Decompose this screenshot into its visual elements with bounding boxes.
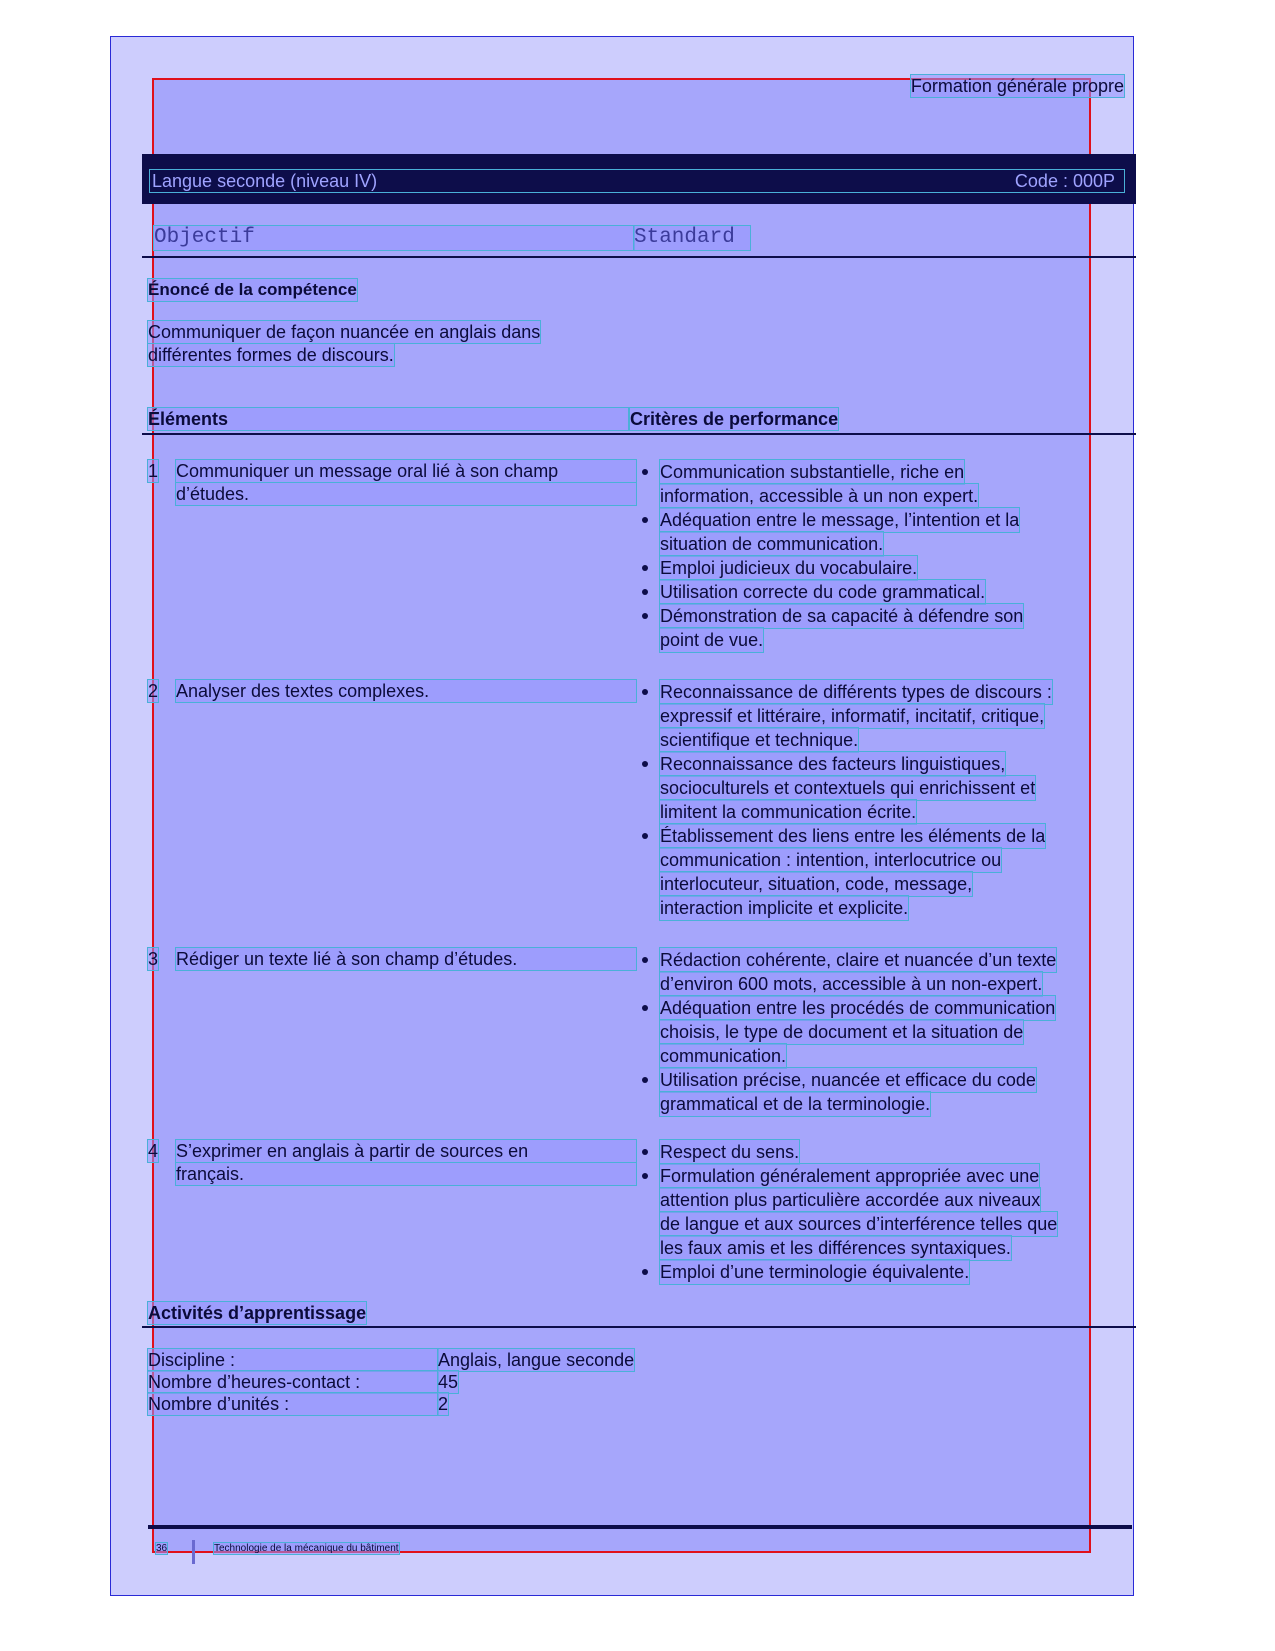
element-number: 1 bbox=[148, 461, 159, 481]
criterion-bullet bbox=[642, 689, 648, 695]
criterion-bullet bbox=[642, 613, 648, 619]
criterion-line: attention plus particulière accordée aux niveaux bbox=[660, 1190, 1041, 1210]
element-number: 4 bbox=[148, 1141, 159, 1161]
criterion-bullet bbox=[642, 1077, 648, 1083]
criterion-line: socioculturels et contextuels qui enrichissent et bbox=[660, 778, 1036, 798]
criterion-line: information, accessible à un non expert. bbox=[660, 486, 979, 506]
criterion-line: Reconnaissance de différents types de discours : bbox=[660, 682, 1052, 702]
criterion-line: Utilisation précise, nuancée et efficace du code bbox=[660, 1070, 1036, 1090]
criterion-bullet bbox=[642, 517, 648, 523]
criterion-line: interaction implicite et explicite. bbox=[660, 898, 909, 918]
units-label: Nombre d’unités : bbox=[148, 1393, 438, 1415]
criterion-bullet bbox=[642, 1149, 648, 1155]
criterion-bullet bbox=[642, 1269, 648, 1275]
criterion-line: Reconnaissance des facteurs linguistiques, bbox=[660, 754, 1006, 774]
course-title: Langue seconde (niveau IV) bbox=[152, 171, 378, 191]
criterion-bullet bbox=[642, 589, 648, 595]
competence-heading: Énoncé de la compétence bbox=[148, 280, 357, 299]
criterion-line: limitent la communication écrite. bbox=[660, 802, 917, 822]
element-text-line: S’exprimer en anglais à partir de sources en bbox=[176, 1140, 636, 1162]
criterion-line: Emploi d’une terminologie équivalente. bbox=[660, 1262, 970, 1282]
activities-heading: Activités d’apprentissage bbox=[148, 1303, 367, 1323]
footer-page-number: 36 bbox=[156, 1543, 168, 1554]
course-code: Code : 000P bbox=[1014, 171, 1115, 191]
criterion-line: Respect du sens. bbox=[660, 1142, 800, 1162]
criterion-bullet bbox=[642, 833, 648, 839]
criterion-line: de langue et aux sources d’interférence telles que bbox=[660, 1214, 1058, 1234]
column-heading-standard: Standard bbox=[634, 226, 750, 250]
criterion-line: communication. bbox=[660, 1046, 787, 1066]
hours-value: 45 bbox=[438, 1372, 459, 1392]
criterion-bullet bbox=[642, 957, 648, 963]
criterion-bullet bbox=[642, 761, 648, 767]
criterion-line: d’environ 600 mots, accessible à un non-expert. bbox=[660, 974, 1043, 994]
criterion-line: Formulation généralement appropriée avec une bbox=[660, 1166, 1040, 1186]
competence-line-1: Communiquer de façon nuancée en anglais dans bbox=[148, 322, 541, 342]
criterion-line: Adéquation entre le message, l’intention et la bbox=[660, 510, 1020, 530]
divider-top bbox=[142, 256, 1136, 258]
criterion-line: Communication substantielle, riche en bbox=[660, 462, 965, 482]
footer-rule bbox=[148, 1525, 1132, 1529]
criterion-line: Adéquation entre les procédés de communication bbox=[660, 998, 1056, 1018]
criterion-bullet bbox=[642, 565, 648, 571]
element-number: 3 bbox=[148, 949, 159, 969]
criterion-line: Emploi judicieux du vocabulaire. bbox=[660, 558, 918, 578]
element-number: 2 bbox=[148, 681, 159, 701]
competence-line-2: différentes formes de discours. bbox=[148, 345, 394, 365]
criterion-line: choisis, le type de document et la situation de bbox=[660, 1022, 1024, 1042]
units-value: 2 bbox=[438, 1394, 449, 1414]
element-text-line: Communiquer un message oral lié à son champ bbox=[176, 460, 636, 482]
hours-label: Nombre d’heures-contact : bbox=[148, 1371, 438, 1393]
criteria-heading: Critères de performance bbox=[630, 409, 839, 429]
element-text-line: français. bbox=[176, 1163, 636, 1185]
criterion-line: communication : intention, interlocutrice ou bbox=[660, 850, 1002, 870]
program-label: Formation générale propre bbox=[910, 76, 1124, 96]
footer-title: Technologie de la mécanique du bâtiment bbox=[214, 1543, 399, 1554]
elements-heading: Éléments bbox=[148, 408, 628, 430]
element-text-line: Analyser des textes complexes. bbox=[176, 680, 636, 702]
discipline-label: Discipline : bbox=[148, 1349, 438, 1371]
divider-activities bbox=[142, 1326, 1136, 1328]
criterion-line: Utilisation correcte du code grammatical. bbox=[660, 582, 986, 602]
criterion-bullet bbox=[642, 1173, 648, 1179]
criterion-bullet bbox=[642, 469, 648, 475]
criterion-bullet bbox=[642, 1005, 648, 1011]
criterion-line: scientifique et technique. bbox=[660, 730, 859, 750]
column-heading-objectif: Objectif bbox=[154, 226, 634, 250]
criterion-line: Démonstration de sa capacité à défendre son bbox=[660, 606, 1024, 626]
criterion-line: les faux amis et les différences syntaxiques. bbox=[660, 1238, 1011, 1258]
discipline-value: Anglais, langue seconde bbox=[438, 1350, 635, 1370]
criterion-line: Rédaction cohérente, claire et nuancée d’un texte bbox=[660, 950, 1057, 970]
criterion-line: point de vue. bbox=[660, 630, 764, 650]
criterion-line: Établissement des liens entre les éléments de la bbox=[660, 826, 1046, 846]
criterion-line: expressif et littéraire, informatif, incitatif, critique, bbox=[660, 706, 1045, 726]
criterion-line: grammatical et de la terminologie. bbox=[660, 1094, 931, 1114]
divider-elements bbox=[142, 433, 1136, 435]
criterion-line: situation de communication. bbox=[660, 534, 884, 554]
element-text-line: Rédiger un texte lié à son champ d’études. bbox=[176, 948, 636, 970]
criterion-line: interlocuteur, situation, code, message, bbox=[660, 874, 973, 894]
footer-separator bbox=[192, 1540, 195, 1564]
element-text-line: d’études. bbox=[176, 483, 636, 505]
